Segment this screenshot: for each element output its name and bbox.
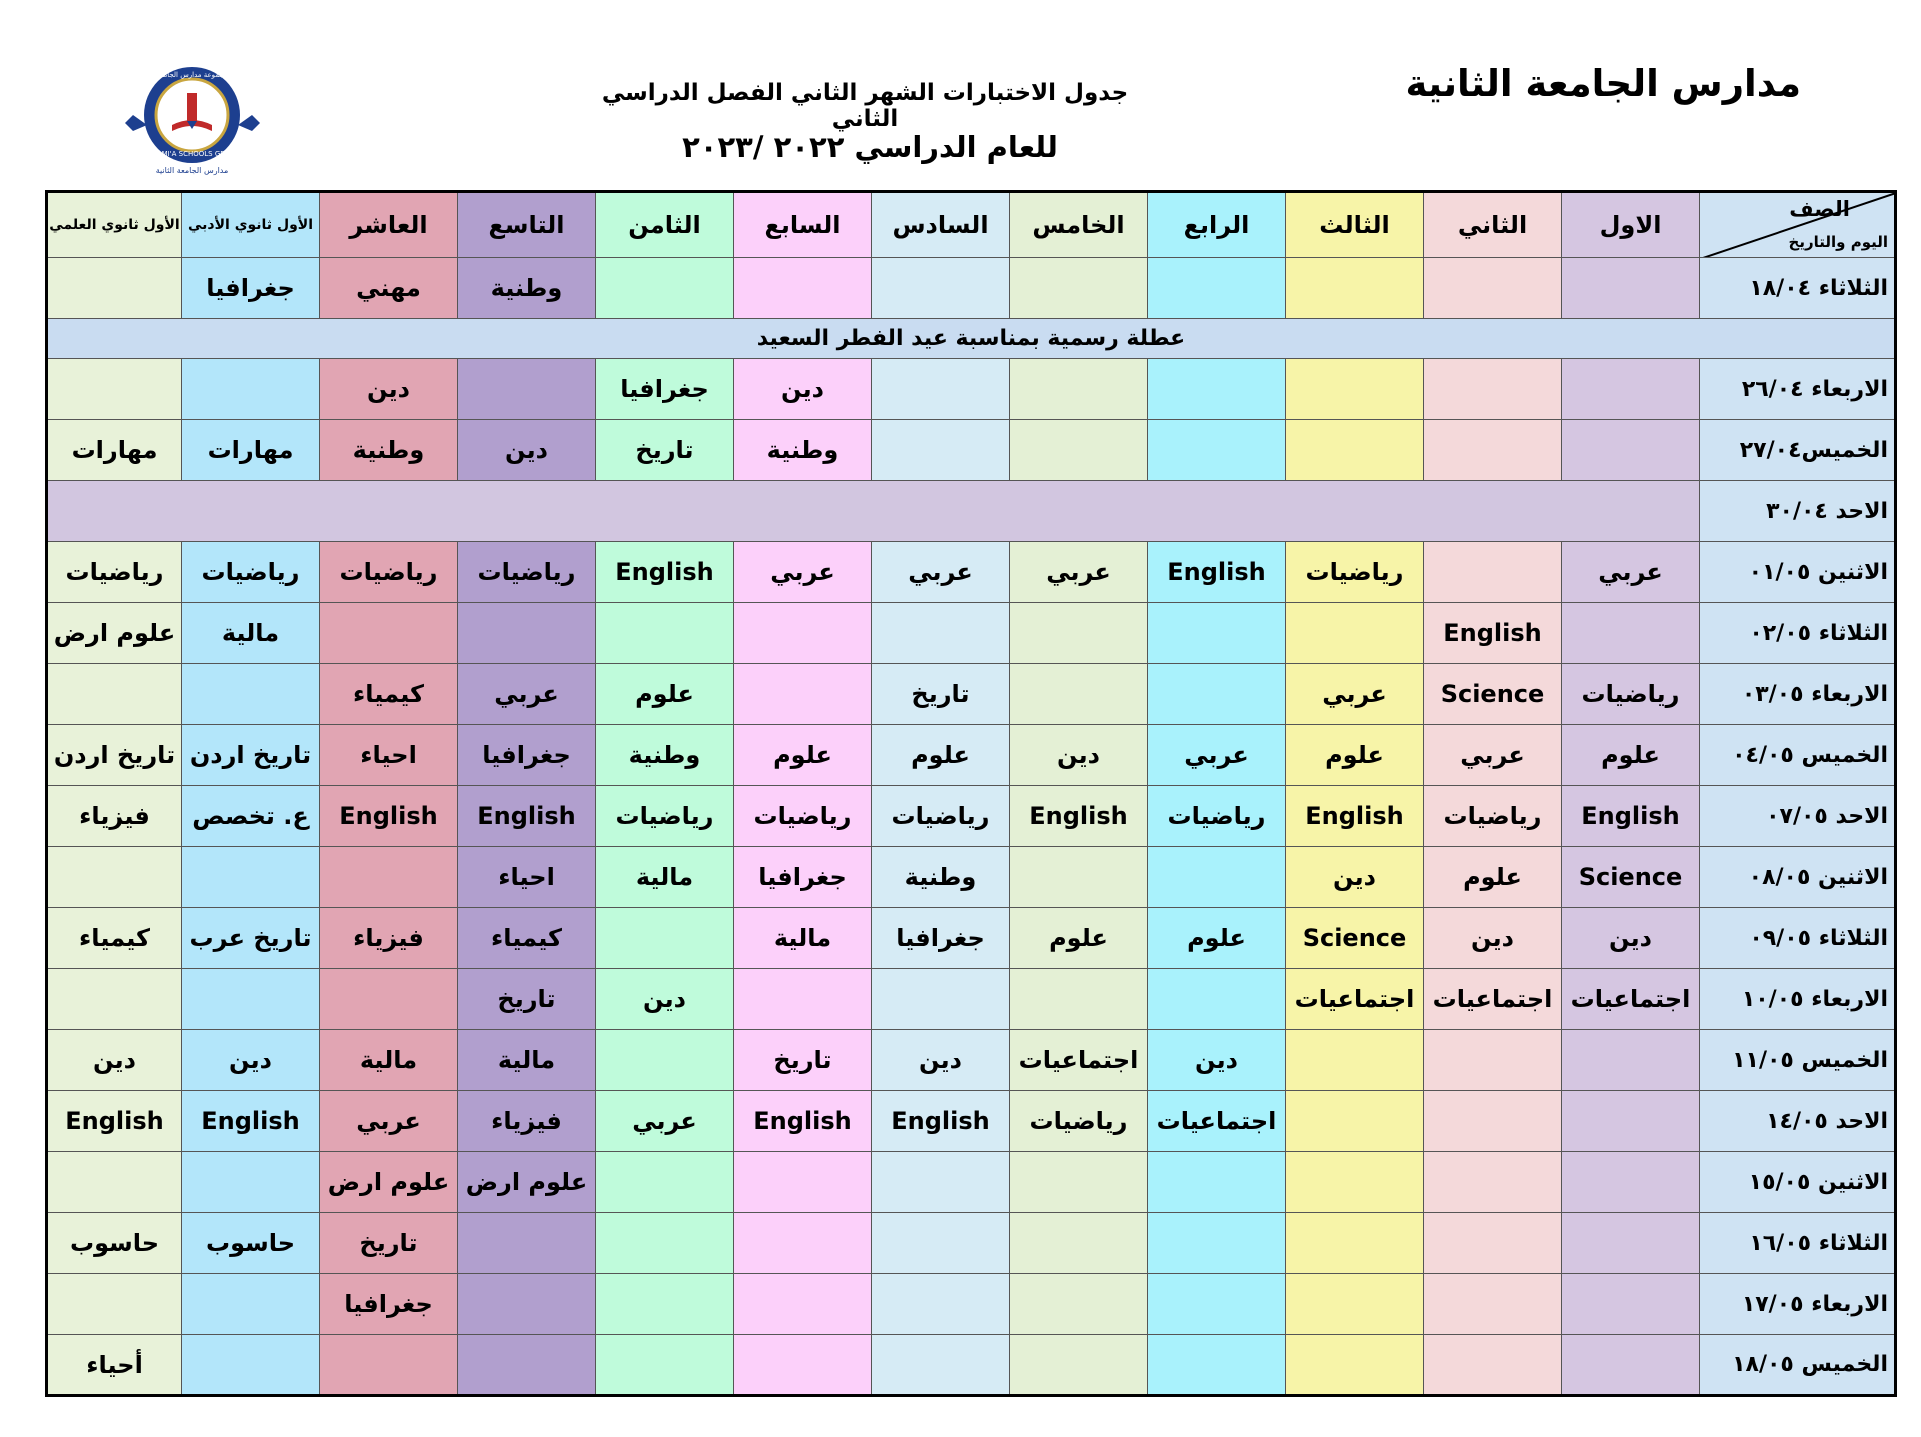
- exam-subject-cell: اجتماعيات: [1286, 969, 1424, 1030]
- day-date-cell: الاحد ٣٠/٠٤: [1700, 481, 1896, 542]
- exam-subject-cell: [1562, 1152, 1700, 1213]
- exam-subject-cell: مالية: [182, 603, 320, 664]
- schedule-row: [47, 359, 1896, 420]
- exam-subject-cell: [182, 847, 320, 908]
- exam-subject-cell: علوم: [1148, 908, 1286, 969]
- exam-subject-cell: [1562, 1030, 1700, 1091]
- exam-subject-cell: [47, 258, 182, 319]
- schedule-row: [47, 1213, 1896, 1274]
- exam-subject-cell: فيزياء: [47, 786, 182, 847]
- exam-subject-cell: [872, 1335, 1010, 1396]
- exam-subject-cell: رياضيات: [458, 542, 596, 603]
- exam-subject-cell: [1010, 1213, 1148, 1274]
- exam-subject-cell: عربي: [1010, 542, 1148, 603]
- exam-subject-cell: [1010, 847, 1148, 908]
- exam-subject-cell: تاريخ: [320, 1213, 458, 1274]
- exam-subject-cell: English: [1424, 603, 1562, 664]
- exam-subject-cell: [1148, 969, 1286, 1030]
- exam-subject-cell: حاسوب: [47, 1213, 182, 1274]
- exam-subject-cell: English: [47, 1091, 182, 1152]
- exam-subject-cell: [458, 603, 596, 664]
- exam-subject-cell: دين: [1010, 725, 1148, 786]
- exam-subject-cell: علوم ارض: [458, 1152, 596, 1213]
- holiday-row: [47, 319, 1896, 359]
- logo-pen-icon: [187, 93, 197, 121]
- exam-subject-cell: [320, 847, 458, 908]
- exam-subject-cell: جغرافيا: [734, 847, 872, 908]
- exam-subject-cell: [1010, 1335, 1148, 1396]
- exam-subject-cell: [1424, 1335, 1562, 1396]
- exam-subject-cell: [1424, 1030, 1562, 1091]
- exam-subject-cell: رياضيات: [47, 542, 182, 603]
- day-date-cell: الخميس ١٨/٠٥: [1700, 1335, 1896, 1396]
- exam-subject-cell: [734, 1213, 872, 1274]
- exam-subject-cell: English: [1148, 542, 1286, 603]
- logo-top-text: مجموعة مدارس الجامعة: [156, 71, 228, 79]
- header-row: [47, 192, 1896, 258]
- exam-subject-cell: [1148, 359, 1286, 420]
- exam-subject-cell: Science: [1424, 664, 1562, 725]
- schedule-row: [47, 420, 1896, 481]
- exam-subject-cell: [1286, 1335, 1424, 1396]
- exam-subject-cell: [872, 420, 1010, 481]
- exam-subject-cell: [320, 603, 458, 664]
- exam-subject-cell: [596, 1152, 734, 1213]
- exam-subject-cell: وطنية: [320, 420, 458, 481]
- exam-subject-cell: [182, 1274, 320, 1335]
- exam-subject-cell: جغرافيا: [872, 908, 1010, 969]
- exam-subject-cell: [596, 1335, 734, 1396]
- exam-subject-cell: [734, 1335, 872, 1396]
- day-date-cell: الخميس ١١/٠٥: [1700, 1030, 1896, 1091]
- exam-subject-cell: [1286, 1152, 1424, 1213]
- exam-subject-cell: [1424, 1274, 1562, 1335]
- exam-subject-cell: [872, 603, 1010, 664]
- corner-grade-label: الصف: [1789, 197, 1850, 221]
- schedule-row: [47, 542, 1896, 603]
- exam-subject-cell: رياضيات: [1286, 542, 1424, 603]
- exam-subject-cell: مالية: [734, 908, 872, 969]
- exam-subject-cell: اجتماعيات: [1148, 1091, 1286, 1152]
- day-date-cell: الاحد ٠٧/٠٥: [1700, 786, 1896, 847]
- exam-subject-cell: علوم ارض: [320, 1152, 458, 1213]
- exam-subject-cell: كيمياء: [458, 908, 596, 969]
- schedule-row: [47, 725, 1896, 786]
- exam-subject-cell: [1010, 1274, 1148, 1335]
- exam-subject-cell: English: [320, 786, 458, 847]
- exam-subject-cell: [1010, 664, 1148, 725]
- exam-subject-cell: [182, 1335, 320, 1396]
- exam-subject-cell: [1562, 258, 1700, 319]
- exam-subject-cell: [1286, 1213, 1424, 1274]
- exam-subject-cell: دين: [1286, 847, 1424, 908]
- grade-header: الاول: [1562, 192, 1700, 258]
- exam-subject-cell: [1562, 603, 1700, 664]
- exam-subject-cell: رياضيات: [320, 542, 458, 603]
- exam-subject-cell: English: [1010, 786, 1148, 847]
- exam-subject-cell: Science: [1286, 908, 1424, 969]
- grade-header: الأول ثانوي الأدبي: [182, 192, 320, 258]
- schedule-title: جدول الاختبارات الشهر الثاني الفصل الدراسي الثاني: [601, 80, 1129, 132]
- exam-subject-cell: [1148, 1274, 1286, 1335]
- exam-subject-cell: أحياء: [47, 1335, 182, 1396]
- exam-subject-cell: رياضيات: [596, 786, 734, 847]
- exam-subject-cell: English: [1286, 786, 1424, 847]
- exam-subject-cell: [1148, 258, 1286, 319]
- exam-subject-cell: [734, 664, 872, 725]
- exam-subject-cell: عربي: [320, 1091, 458, 1152]
- exam-subject-cell: تاريخ عرب: [182, 908, 320, 969]
- exam-subject-cell: وطنية: [458, 258, 596, 319]
- grade-header: السادس: [872, 192, 1010, 258]
- exam-subject-cell: دين: [1562, 908, 1700, 969]
- exam-subject-cell: [1562, 1274, 1700, 1335]
- exam-subject-cell: رياضيات: [1424, 786, 1562, 847]
- exam-subject-cell: [1562, 1335, 1700, 1396]
- day-date-cell: الخميس ٠٤/٠٥: [1700, 725, 1896, 786]
- exam-subject-cell: جغرافيا: [458, 725, 596, 786]
- exam-subject-cell: English: [734, 1091, 872, 1152]
- exam-subject-cell: اجتماعيات: [1424, 969, 1562, 1030]
- exam-subject-cell: [1562, 1213, 1700, 1274]
- exam-subject-cell: جغرافيا: [182, 258, 320, 319]
- exam-subject-cell: [1562, 1091, 1700, 1152]
- exam-subject-cell: [872, 969, 1010, 1030]
- corner-header: [1700, 192, 1896, 258]
- exam-subject-cell: وطنية: [872, 847, 1010, 908]
- day-date-cell: الاثنين ١٥/٠٥: [1700, 1152, 1896, 1213]
- logo-ring-text: AL JAMI'A SCHOOLS GROUP: [143, 150, 241, 158]
- exam-subject-cell: عربي: [1562, 542, 1700, 603]
- exam-subject-cell: [458, 359, 596, 420]
- exam-subject-cell: مالية: [596, 847, 734, 908]
- exam-subject-cell: [1148, 1152, 1286, 1213]
- holiday-notice: عطلة رسمية بمناسبة عيد الفطر السعيد: [47, 319, 1896, 359]
- day-date-cell: الثلاثاء ٠٩/٠٥: [1700, 908, 1896, 969]
- day-date-cell: الثلاثاء ١٨/٠٤: [1700, 258, 1896, 319]
- exam-subject-cell: رياضيات: [1010, 1091, 1148, 1152]
- exam-subject-cell: [596, 1213, 734, 1274]
- exam-subject-cell: [320, 969, 458, 1030]
- exam-subject-cell: مهني: [320, 258, 458, 319]
- exam-subject-cell: [1424, 1213, 1562, 1274]
- exam-subject-cell: [47, 1152, 182, 1213]
- exam-subject-cell: رياضيات: [734, 786, 872, 847]
- corner-date-label: اليوم والتاريخ: [1788, 233, 1888, 251]
- exam-subject-cell: [1424, 359, 1562, 420]
- exam-subject-cell: English: [458, 786, 596, 847]
- exam-subject-cell: وطنية: [596, 725, 734, 786]
- exam-subject-cell: دين: [320, 359, 458, 420]
- exam-subject-cell: [47, 969, 182, 1030]
- exam-subject-cell: رياضيات: [182, 542, 320, 603]
- schedule-row: [47, 1152, 1896, 1213]
- exam-subject-cell: علوم: [1424, 847, 1562, 908]
- exam-subject-cell: English: [596, 542, 734, 603]
- exam-subject-cell: [320, 1335, 458, 1396]
- exam-subject-cell: [1424, 258, 1562, 319]
- academic-year: للعام الدراسي ٢٠٢٢ /٢٠٢٣: [682, 130, 1058, 164]
- day-date-cell: الاربعاء ١٠/٠٥: [1700, 969, 1896, 1030]
- day-date-cell: الاربعاء ٠٣/٠٥: [1700, 664, 1896, 725]
- exam-subject-cell: [1010, 969, 1148, 1030]
- exam-subject-cell: [734, 1274, 872, 1335]
- grade-header: التاسع: [458, 192, 596, 258]
- exam-subject-cell: [872, 1274, 1010, 1335]
- grade-header: العاشر: [320, 192, 458, 258]
- exam-subject-cell: اجتماعيات: [1010, 1030, 1148, 1091]
- exam-subject-cell: دين: [872, 1030, 1010, 1091]
- exam-subject-cell: كيمياء: [47, 908, 182, 969]
- exam-subject-cell: [1424, 420, 1562, 481]
- exam-subject-cell: [734, 1152, 872, 1213]
- exam-subject-cell: [1286, 1030, 1424, 1091]
- day-date-cell: الثلاثاء ١٦/٠٥: [1700, 1213, 1896, 1274]
- logo-bottom-text: مدارس الجامعة الثانية: [155, 166, 229, 175]
- schedule-row: [47, 1335, 1896, 1396]
- exam-subject-cell: [182, 359, 320, 420]
- day-date-cell: الاثنين ٠١/٠٥: [1700, 542, 1896, 603]
- exam-subject-cell: حاسوب: [182, 1213, 320, 1274]
- exam-subject-cell: [1148, 664, 1286, 725]
- exam-subject-cell: [47, 847, 182, 908]
- grade-header: الأول ثانوي العلمي: [47, 192, 182, 258]
- exam-subject-cell: وطنية: [734, 420, 872, 481]
- exam-subject-cell: احياء: [458, 847, 596, 908]
- exam-subject-cell: ع. تخصص: [182, 786, 320, 847]
- day-date-cell: الاثنين ٠٨/٠٥: [1700, 847, 1896, 908]
- exam-subject-cell: عربي: [596, 1091, 734, 1152]
- exam-subject-cell: مالية: [458, 1030, 596, 1091]
- exam-subject-cell: رياضيات: [1148, 786, 1286, 847]
- exam-subject-cell: عربي: [872, 542, 1010, 603]
- exam-subject-cell: [1424, 1152, 1562, 1213]
- grade-header: الثامن: [596, 192, 734, 258]
- exam-subject-cell: فيزياء: [458, 1091, 596, 1152]
- exam-subject-cell: [1010, 258, 1148, 319]
- exam-subject-cell: [1010, 1152, 1148, 1213]
- exam-subject-cell: [872, 359, 1010, 420]
- exam-subject-cell: جغرافيا: [596, 359, 734, 420]
- exam-subject-cell: [47, 664, 182, 725]
- exam-subject-cell: [1148, 1335, 1286, 1396]
- exam-subject-cell: [1148, 420, 1286, 481]
- exam-subject-cell: علوم: [872, 725, 1010, 786]
- exam-subject-cell: [734, 969, 872, 1030]
- exam-subject-cell: علوم: [596, 664, 734, 725]
- exam-subject-cell: عربي: [458, 664, 596, 725]
- exam-subject-cell: علوم: [1562, 725, 1700, 786]
- schedule-row: [47, 481, 1896, 542]
- exam-subject-cell: [1286, 1274, 1424, 1335]
- exam-subject-cell: تاريخ اردن: [182, 725, 320, 786]
- exam-subject-cell: [1010, 420, 1148, 481]
- exam-subject-cell: جغرافيا: [320, 1274, 458, 1335]
- day-date-cell: الخميس٢٧/٠٤: [1700, 420, 1896, 481]
- exam-subject-cell: [596, 1030, 734, 1091]
- grade-header: الثاني: [1424, 192, 1562, 258]
- day-date-cell: الاربعاء ١٧/٠٥: [1700, 1274, 1896, 1335]
- exam-subject-cell: [596, 908, 734, 969]
- exam-subject-cell: [1148, 603, 1286, 664]
- exam-subject-cell: [1010, 359, 1148, 420]
- schedule-row: [47, 969, 1896, 1030]
- exam-subject-cell: [872, 1152, 1010, 1213]
- school-logo: [125, 63, 260, 178]
- exam-subject-cell: دين: [1424, 908, 1562, 969]
- exam-subject-cell: [734, 603, 872, 664]
- schedule-row: [47, 847, 1896, 908]
- grade-header: الثالث: [1286, 192, 1424, 258]
- exam-subject-cell: [1286, 359, 1424, 420]
- exam-subject-cell: [872, 1213, 1010, 1274]
- exam-subject-cell: دين: [182, 1030, 320, 1091]
- exam-subject-cell: [596, 1274, 734, 1335]
- day-date-cell: الاربعاء ٢٦/٠٤: [1700, 359, 1896, 420]
- exam-subject-cell: عربي: [1286, 664, 1424, 725]
- exam-subject-cell: [1010, 603, 1148, 664]
- exam-subject-cell: [47, 359, 182, 420]
- exam-subject-cell: عربي: [734, 542, 872, 603]
- exam-subject-cell: تاريخ: [872, 664, 1010, 725]
- grade-header: السابع: [734, 192, 872, 258]
- exam-subject-cell: دين: [47, 1030, 182, 1091]
- exam-subject-cell: [182, 969, 320, 1030]
- exam-subject-cell: تاريخ: [458, 969, 596, 1030]
- exam-subject-cell: [1562, 420, 1700, 481]
- exam-subject-cell: دين: [458, 420, 596, 481]
- exam-subject-cell: Science: [1562, 847, 1700, 908]
- exam-subject-cell: عربي: [1148, 725, 1286, 786]
- schedule-row: [47, 664, 1896, 725]
- exam-subject-cell: تاريخ: [734, 1030, 872, 1091]
- exam-subject-cell: مهارات: [182, 420, 320, 481]
- exam-subject-cell: [1424, 542, 1562, 603]
- exam-subject-cell: عربي: [1424, 725, 1562, 786]
- exam-subject-cell: دين: [596, 969, 734, 1030]
- schedule-row: [47, 258, 1896, 319]
- day-date-cell: الثلاثاء ٠٢/٠٥: [1700, 603, 1896, 664]
- exam-subject-cell: [1562, 359, 1700, 420]
- grade-header: الخامس: [1010, 192, 1148, 258]
- day-date-cell: الاحد ١٤/٠٥: [1700, 1091, 1896, 1152]
- exam-subject-cell: [1286, 603, 1424, 664]
- exam-subject-cell: [182, 664, 320, 725]
- schedule-row: [47, 1274, 1896, 1335]
- exam-subject-cell: English: [1562, 786, 1700, 847]
- schedule-row: [47, 786, 1896, 847]
- exam-subject-cell: كيمياء: [320, 664, 458, 725]
- exam-subject-cell: [47, 1274, 182, 1335]
- exam-subject-cell: [1286, 258, 1424, 319]
- exam-schedule-table: [45, 190, 1897, 1397]
- exam-subject-cell: [1286, 420, 1424, 481]
- exam-subject-cell: [458, 1335, 596, 1396]
- exam-subject-cell: علوم: [1286, 725, 1424, 786]
- exam-subject-cell: رياضيات: [1562, 664, 1700, 725]
- schedule-row: [47, 603, 1896, 664]
- schedule-row: [47, 1091, 1896, 1152]
- schedule-row: [47, 1030, 1896, 1091]
- exam-subject-cell: [872, 258, 1010, 319]
- exam-subject-cell: دين: [734, 359, 872, 420]
- exam-subject-cell: [1286, 1091, 1424, 1152]
- exam-subject-cell: [1148, 847, 1286, 908]
- exam-subject-cell: English: [182, 1091, 320, 1152]
- exam-subject-cell: علوم: [734, 725, 872, 786]
- logo-ribbon-left: [125, 115, 147, 131]
- school-name: مدارس الجامعة الثانية: [1405, 62, 1801, 105]
- exam-subject-cell: [458, 1213, 596, 1274]
- exam-subject-cell: احياء: [320, 725, 458, 786]
- exam-subject-cell: مهارات: [47, 420, 182, 481]
- exam-subject-cell: تاريخ اردن: [47, 725, 182, 786]
- exam-subject-cell: [458, 1274, 596, 1335]
- exam-subject-cell: [1148, 1213, 1286, 1274]
- exam-subject-cell: [1424, 1091, 1562, 1152]
- exam-subject-cell: علوم ارض: [47, 603, 182, 664]
- exam-subject-cell: رياضيات: [872, 786, 1010, 847]
- exam-subject-cell: دين: [1148, 1030, 1286, 1091]
- logo-ribbon-right: [238, 115, 260, 131]
- exam-subject-cell: [596, 258, 734, 319]
- exam-subject-cell: English: [872, 1091, 1010, 1152]
- exam-subject-cell: تاريخ: [596, 420, 734, 481]
- exam-subject-cell: [596, 603, 734, 664]
- exam-subject-cell: فيزياء: [320, 908, 458, 969]
- exam-subject-cell: [734, 258, 872, 319]
- grade-header: الرابع: [1148, 192, 1286, 258]
- exam-subject-cell: مالية: [320, 1030, 458, 1091]
- exam-subject-cell: [182, 1152, 320, 1213]
- no-exam-band: [47, 481, 1700, 542]
- exam-subject-cell: اجتماعيات: [1562, 969, 1700, 1030]
- exam-subject-cell: علوم: [1010, 908, 1148, 969]
- schedule-row: [47, 908, 1896, 969]
